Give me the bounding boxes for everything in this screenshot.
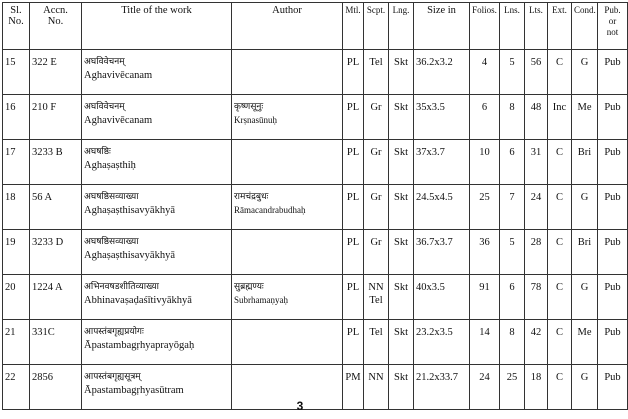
title-devanagari: आपस्तंबगृह्यप्रयोगः — [84, 327, 144, 337]
script-secondary: Tel — [369, 295, 383, 306]
cell-lines: 8 — [500, 95, 525, 140]
cell-letters: 48 — [525, 95, 548, 140]
header-letters: Lts. — [525, 3, 548, 50]
cell-folios: 4 — [470, 50, 500, 95]
cell-title — [82, 140, 232, 185]
cell-published: Pub — [598, 365, 628, 410]
cell-accn: 210 F — [30, 95, 82, 140]
cell-extent: C — [548, 230, 572, 275]
header-sl: Sl. No. — [3, 3, 30, 50]
table-row — [3, 95, 628, 140]
cell-sl: 22 — [3, 365, 30, 410]
cell-title — [82, 185, 232, 230]
cell-title — [82, 95, 232, 140]
title-romanized: Aghaṣaṣthisavyākhyā — [84, 205, 175, 216]
cell-author — [232, 275, 343, 320]
cell-folios: 10 — [470, 140, 500, 185]
cell-script — [364, 230, 389, 275]
table-row — [3, 50, 628, 95]
cell-language: Skt — [389, 50, 414, 95]
cell-material: PL — [343, 140, 364, 185]
cell-condition: Me — [572, 95, 598, 140]
title-devanagari: अघषष्ठिसव्याख्या — [84, 237, 139, 247]
cell-published: Pub — [598, 275, 628, 320]
cell-title — [82, 230, 232, 275]
cell-accn: 322 E — [30, 50, 82, 95]
title-romanized: Abhinavaṣaḍaśītivyākhyā — [84, 295, 192, 306]
cell-lines: 6 — [500, 275, 525, 320]
page-number: 3 — [296, 399, 304, 413]
cell-letters: 31 — [525, 140, 548, 185]
cell-title — [82, 50, 232, 95]
cell-extent: C — [548, 140, 572, 185]
table-row — [3, 140, 628, 185]
cell-author — [232, 95, 343, 140]
cell-letters: 78 — [525, 275, 548, 320]
script-primary: NN — [368, 372, 384, 383]
cell-published: Pub — [598, 185, 628, 230]
cell-lines: 6 — [500, 140, 525, 185]
cell-sl: 16 — [3, 95, 30, 140]
header-published: Pub. or not — [598, 3, 628, 50]
cell-material: PL — [343, 275, 364, 320]
header-folios: Folios. — [470, 3, 500, 50]
cell-accn: 1224 A — [30, 275, 82, 320]
cell-condition: G — [572, 50, 598, 95]
header-script: Scpt. — [364, 3, 389, 50]
script-primary: Tel — [369, 327, 383, 338]
script-primary: NN — [368, 282, 384, 293]
title-romanized: Aghavivēcanam — [84, 115, 153, 126]
cell-language: Skt — [389, 140, 414, 185]
cell-accn: 2856 — [30, 365, 82, 410]
table-row — [3, 320, 628, 365]
title-romanized: Āpastambagṛhyasūtram — [84, 385, 184, 396]
cell-script — [364, 95, 389, 140]
cell-language: Skt — [389, 275, 414, 320]
cell-size: 21.2x33.7 — [414, 365, 470, 410]
author-romanized: Rāmacandrabudhaḥ — [234, 205, 306, 215]
cell-condition: G — [572, 185, 598, 230]
cell-title — [82, 320, 232, 365]
table-row — [3, 185, 628, 230]
cell-lines: 8 — [500, 320, 525, 365]
header-title: Title of the work — [82, 3, 232, 50]
cell-language: Skt — [389, 230, 414, 275]
header-condition: Cond. — [572, 3, 598, 50]
cell-sl: 17 — [3, 140, 30, 185]
author-devanagari: रामचंद्रबुधः — [234, 192, 269, 202]
cell-sl: 19 — [3, 230, 30, 275]
cell-author — [232, 140, 343, 185]
manuscript-catalogue-table — [2, 2, 628, 410]
cell-script — [364, 185, 389, 230]
cell-condition: Bri — [572, 230, 598, 275]
cell-condition: G — [572, 365, 598, 410]
header-material: Mtl. — [343, 3, 364, 50]
title-romanized: Aghaṣaṣthisavyākhyā — [84, 250, 175, 261]
cell-sl: 15 — [3, 50, 30, 95]
cell-accn: 3233 B — [30, 140, 82, 185]
script-primary: Gr — [370, 237, 382, 248]
cell-author — [232, 50, 343, 95]
cell-material: PL — [343, 50, 364, 95]
cell-folios: 24 — [470, 365, 500, 410]
cell-letters: 42 — [525, 320, 548, 365]
cell-folios: 25 — [470, 185, 500, 230]
cell-material: PL — [343, 320, 364, 365]
title-devanagari: अघषष्ठिः — [84, 147, 111, 157]
title-devanagari: अघषष्ठिसव्याख्या — [84, 192, 139, 202]
cell-accn: 331C — [30, 320, 82, 365]
cell-extent: C — [548, 50, 572, 95]
cell-published: Pub — [598, 50, 628, 95]
author-romanized: Krṣnasūnuḥ — [234, 115, 277, 125]
cell-author — [232, 320, 343, 365]
cell-condition: Bri — [572, 140, 598, 185]
cell-language: Skt — [389, 365, 414, 410]
cell-size: 37x3.7 — [414, 140, 470, 185]
title-romanized: Aghavivēcanam — [84, 70, 153, 81]
cell-language: Skt — [389, 95, 414, 140]
cell-material: PL — [343, 230, 364, 275]
title-devanagari: अघविवेचनम् — [84, 57, 125, 67]
cell-size: 36.2x3.2 — [414, 50, 470, 95]
script-primary: Tel — [369, 57, 383, 68]
cell-published: Pub — [598, 140, 628, 185]
header-author: Author — [232, 3, 343, 50]
cell-script — [364, 140, 389, 185]
cell-script — [364, 275, 389, 320]
script-primary: Gr — [370, 147, 382, 158]
cell-size: 40x3.5 — [414, 275, 470, 320]
cell-script — [364, 50, 389, 95]
table-header — [3, 3, 628, 50]
cell-letters: 18 — [525, 365, 548, 410]
cell-condition: Me — [572, 320, 598, 365]
cell-sl: 18 — [3, 185, 30, 230]
cell-script — [364, 320, 389, 365]
cell-language: Skt — [389, 320, 414, 365]
cell-author — [232, 185, 343, 230]
cell-extent: C — [548, 320, 572, 365]
cell-material: PM — [343, 365, 364, 410]
header-language: Lng. — [389, 3, 414, 50]
cell-condition: G — [572, 275, 598, 320]
title-devanagari: अघविवेचनम् — [84, 102, 125, 112]
cell-accn: 56 A — [30, 185, 82, 230]
cell-letters: 28 — [525, 230, 548, 275]
cell-lines: 25 — [500, 365, 525, 410]
cell-author — [232, 230, 343, 275]
cell-extent: Inc — [548, 95, 572, 140]
cell-size: 23.2x3.5 — [414, 320, 470, 365]
author-romanized: Subrhamaṇyaḥ — [234, 295, 288, 305]
cell-title — [82, 275, 232, 320]
cell-size: 35x3.5 — [414, 95, 470, 140]
cell-accn: 3233 D — [30, 230, 82, 275]
cell-material: PL — [343, 185, 364, 230]
table-row — [3, 275, 628, 320]
cell-folios: 6 — [470, 95, 500, 140]
cell-extent: C — [548, 365, 572, 410]
cell-extent: C — [548, 185, 572, 230]
header-extent: Ext. — [548, 3, 572, 50]
author-devanagari: सुब्रह्मण्यः — [234, 282, 264, 292]
table-body — [3, 50, 628, 410]
cell-letters: 24 — [525, 185, 548, 230]
title-romanized: Aghaṣaṣthiḥ — [84, 160, 136, 171]
cell-lines: 5 — [500, 50, 525, 95]
script-primary: Gr — [370, 102, 382, 113]
author-devanagari: कृष्णसूनुः — [234, 102, 264, 112]
title-romanized: Āpastambagṛhyaprayōgaḥ — [84, 340, 195, 351]
cell-language: Skt — [389, 185, 414, 230]
cell-published: Pub — [598, 320, 628, 365]
cell-sl: 21 — [3, 320, 30, 365]
header-accn: Accn. No. — [30, 3, 82, 50]
header-lines: Lns. — [500, 3, 525, 50]
cell-sl: 20 — [3, 275, 30, 320]
cell-material: PL — [343, 95, 364, 140]
cell-folios: 36 — [470, 230, 500, 275]
cell-size: 36.7x3.7 — [414, 230, 470, 275]
cell-size: 24.5x4.5 — [414, 185, 470, 230]
cell-letters: 56 — [525, 50, 548, 95]
title-devanagari: आपस्तंबगृह्यसूत्रम् — [84, 372, 141, 382]
cell-extent: C — [548, 275, 572, 320]
table-row — [3, 230, 628, 275]
cell-published: Pub — [598, 230, 628, 275]
script-primary: Gr — [370, 192, 382, 203]
title-devanagari: अभिनवषडशीतिव्याख्या — [84, 282, 159, 292]
cell-published: Pub — [598, 95, 628, 140]
cell-lines: 7 — [500, 185, 525, 230]
cell-lines: 5 — [500, 230, 525, 275]
cell-folios: 91 — [470, 275, 500, 320]
cell-folios: 14 — [470, 320, 500, 365]
header-size: Size in — [414, 3, 470, 50]
